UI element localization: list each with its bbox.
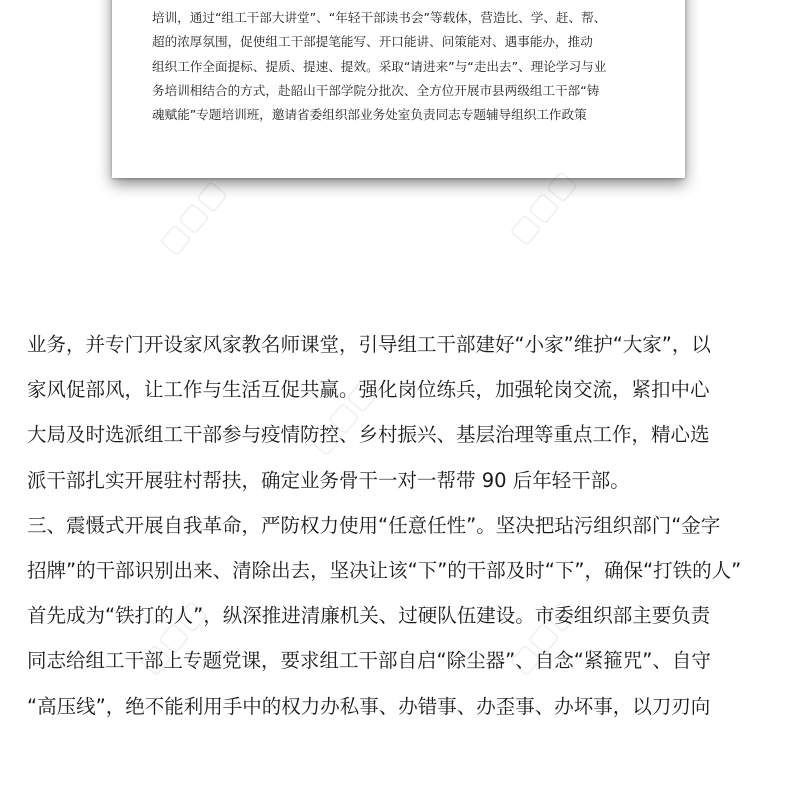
body-line: 派干部扎实开展驻村帮扶，确定业务骨干一对一帮带 90 后年轻干部。 (27, 468, 630, 492)
document-page-preview (112, 0, 685, 178)
watermark-mark: ▢▢▢ (151, 173, 234, 262)
body-line: 家风促部风，让工作与生活互促共赢。强化岗位练兵，加强轮岗交流，紧扣中心 (27, 378, 710, 402)
body-line: 大局及时选派组工干部参与疫情防控、乡村振兴、基层治理等重点工作，精心选 (27, 423, 710, 447)
watermark-mark: ▢▢▢ (301, 373, 384, 462)
preview-line: 魂赋能”专题培训班，邀请省委组织部业务处室负责同志专题辅导组织工作政策 (152, 107, 587, 123)
watermark-mark: ▢▢▢ (131, 593, 214, 682)
body-line: 首先成为“铁打的人”，纵深推进清廉机关、过硬队伍建设。市委组织部主要负责 (27, 604, 711, 628)
page-preview-text (152, 6, 654, 127)
body-line: 业务，并专门开设家风家教名师课堂，引导组工干部建好“小家”维护“大家”，以 (27, 333, 711, 356)
body-line: 招牌”的干部识别出来、清除出去，坚决让该“下”的干部及时“下”，确保“打铁的人” (27, 559, 742, 583)
article-body (27, 322, 779, 729)
watermark-mark: ▢▢▢ (501, 593, 584, 682)
preview-line: 超的浓厚氛围，促使组工干部提笔能写、开口能讲、问策能对、遇事能办，推动 (152, 34, 593, 50)
preview-line: 培训，通过“组工干部大讲堂”、“年轻干部读书会”等载体，营造比、学、赶、帮、 (152, 10, 607, 25)
body-line: 同志给组工干部上专题党课，要求组工干部自启“除尘器”、自念“紧箍咒”、自守 (27, 649, 711, 673)
preview-line: 务培训相结合的方式，赴韶山干部学院分批次、全方位开展市县两级组工干部“铸 (152, 82, 600, 98)
watermark-mark: ▢▢▢ (501, 163, 584, 252)
preview-line: 组织工作全面提标、提质、提速、提效。采取“请进来”与“走出去”、理论学习与业 (152, 58, 607, 74)
body-line: 三、震慑式开展自我革命，严防权力使用“任意任性”。坚决把玷污组织部门“金字 (27, 513, 721, 537)
body-line: “高压线”，绝不能利用手中的权力办私事、办错事、办歪事、办坏事，以刀刃向 (27, 694, 711, 718)
